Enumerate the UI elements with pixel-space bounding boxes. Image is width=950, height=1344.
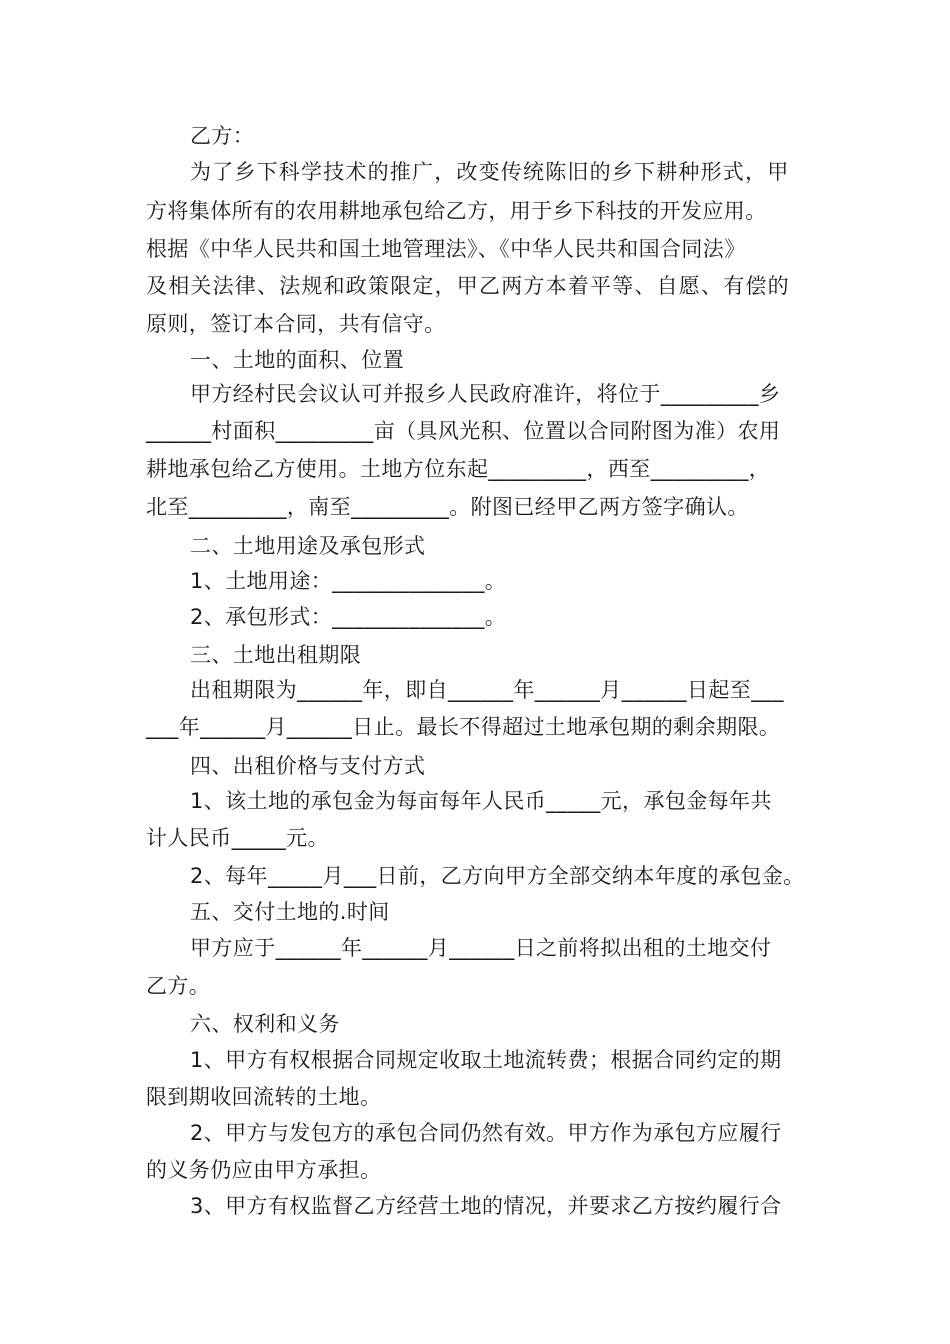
section-3-line-1: 出租期限为______年，即自______年______月______日起至___ <box>190 678 784 702</box>
section-4-item-1-line-1: 1、该土地的承包金为每亩每年人民币_____元，承包金每年共 <box>190 789 772 813</box>
section-6-heading: 六、权利和义务 <box>190 1012 340 1036</box>
land-use-item: 1、土地用途：______________。 <box>190 569 507 593</box>
section-3-heading: 三、土地出租期限 <box>190 643 362 667</box>
section-1-line-1: 甲方经村民会议认可并报乡人民政府准许，将位于_________乡 <box>190 382 781 406</box>
section-4-heading: 四、出租价格与支付方式 <box>190 754 426 778</box>
section-6-item-1-line-1: 1、甲方有权根据合同规定收取土地流转费；根据合同约定的期 <box>190 1048 782 1072</box>
party-b-label: 乙方： <box>190 124 255 148</box>
section-1-line-2: ______村面积_________亩（具风光积、位置以合同附图为准）农用 <box>146 419 781 443</box>
contract-form-item: 2、承包形式：______________。 <box>190 605 507 629</box>
section-2-heading: 二、土地用途及承包形式 <box>190 534 426 558</box>
preamble-line-4: 及相关法律、法规和政策限定，甲乙两方本着平等、自愿、有偿的 <box>146 274 790 298</box>
preamble-line-1: 为了乡下科学技术的推广，改变传统陈旧的乡下耕种形式，甲 <box>190 160 790 184</box>
section-5-line-2: 乙方。 <box>146 974 211 998</box>
section-4-item-2: 2、每年_____月___日前，乙方向甲方全部交纳本年度的承包金。 <box>190 864 805 888</box>
preamble-line-3: 根据《中华人民共和国土地管理法》、《中华人民共和国合同法》 <box>146 237 746 261</box>
section-4-item-1-line-2: 计人民币_____元。 <box>146 826 329 850</box>
section-6-item-1-line-2: 限到期收回流转的土地。 <box>146 1085 382 1109</box>
section-3-line-2: ___年______月______日止。最长不得超过土地承包期的剩余期限。 <box>146 715 781 739</box>
preamble-line-5: 原则，签订本合同，共有信守。 <box>146 312 446 336</box>
section-1-line-3: 耕地承包给乙方使用。土地方位东起_________，西至_________， <box>146 457 771 481</box>
preamble-line-2: 方将集体所有的农用耕地承包给乙方，用于乡下科技的开发应用。 <box>146 199 767 223</box>
section-6-item-2-line-1: 2、甲方与发包方的承包合同仍然有效。甲方作为承包方应履行 <box>190 1121 782 1145</box>
section-5-line-1: 甲方应于______年______月______日之前将拟出租的土地交付 <box>190 936 772 960</box>
section-1-line-4: 北至_________，南至_________。附图已经甲乙两方签字确认。 <box>146 495 749 519</box>
section-6-item-3-line-1: 3、甲方有权监督乙方经营土地的情况，并要求乙方按约履行合 <box>190 1194 782 1218</box>
section-5-heading: 五、交付土地的.时间 <box>190 900 390 924</box>
section-1-heading: 一、土地的面积、位置 <box>190 348 404 372</box>
section-6-item-2-line-2: 的义务仍应由甲方承担。 <box>146 1158 382 1182</box>
